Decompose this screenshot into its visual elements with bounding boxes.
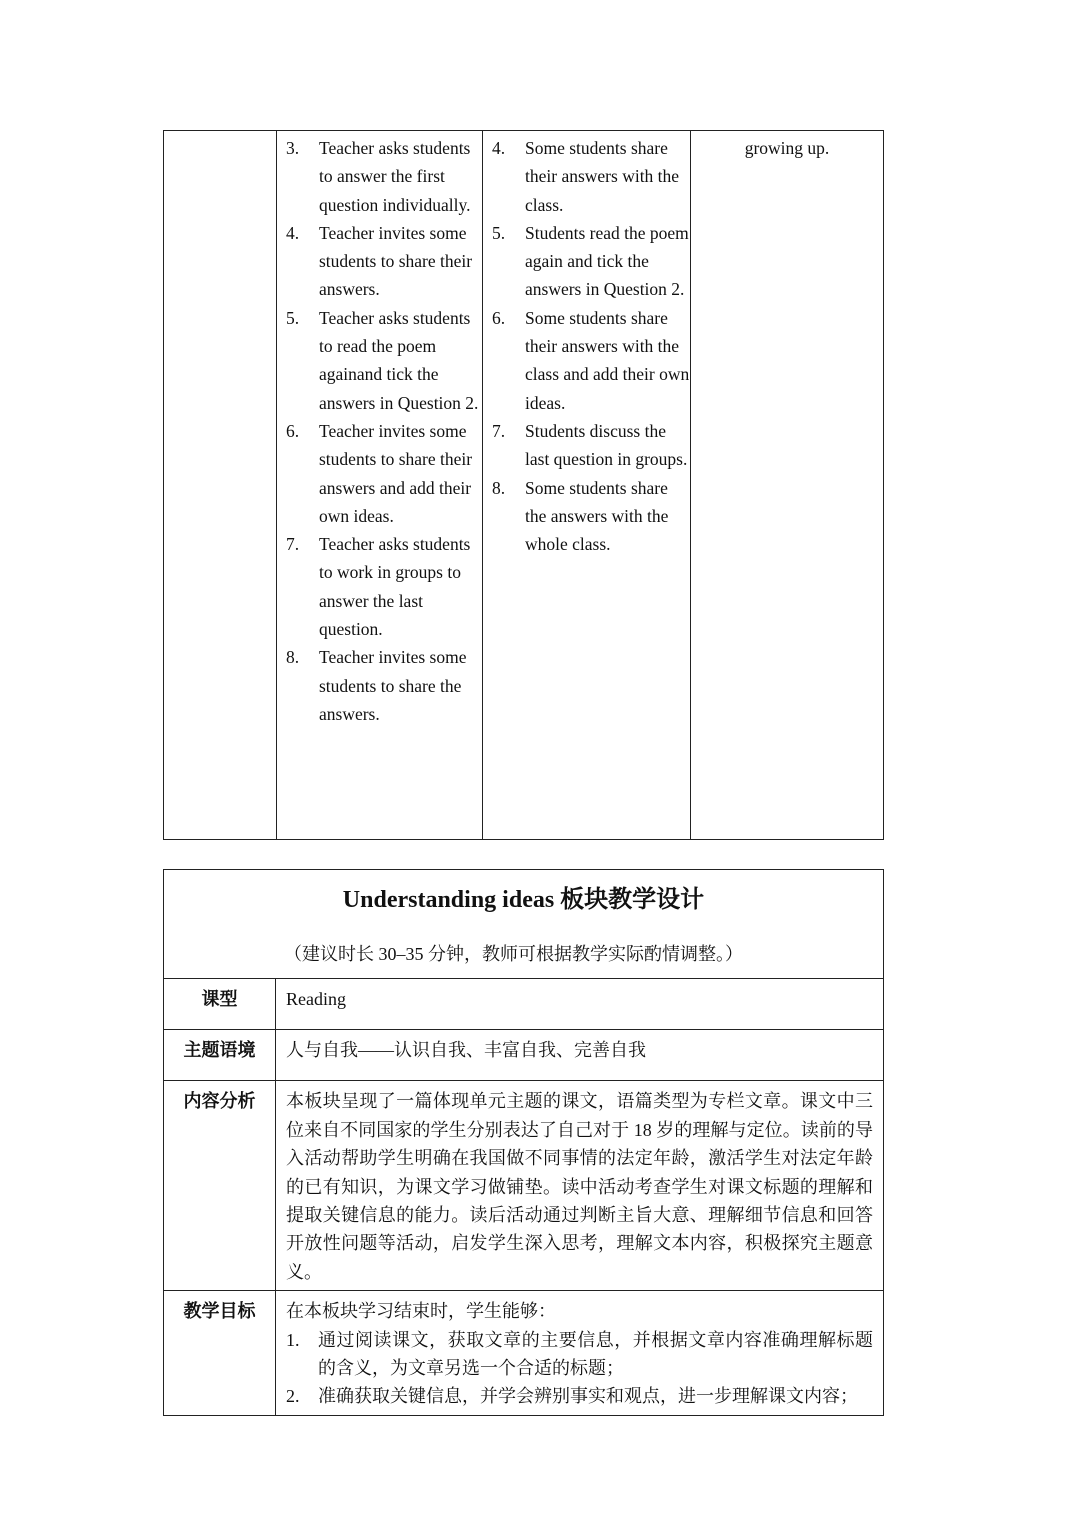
row-value-theme: 人与自我——认识自我、丰富自我、完善自我 bbox=[276, 1030, 884, 1081]
purpose-cell bbox=[691, 131, 884, 840]
student-activities-cell bbox=[483, 131, 691, 840]
list-item: 8. Teacher invites some students to share the answers. bbox=[286, 647, 467, 724]
row-label-analysis: 内容分析 bbox=[164, 1081, 276, 1291]
page-subtitle: （建议时长 30–35 分钟，教师可根据教学实际酌情调整。） bbox=[284, 944, 743, 964]
teacher-steps-list bbox=[277, 134, 482, 728]
table-row bbox=[164, 1291, 884, 1416]
list-item: 4. Teacher invites some students to share their answers. bbox=[286, 222, 473, 300]
row-label-theme: 主题语境 bbox=[164, 1030, 276, 1081]
goals-list bbox=[286, 1326, 873, 1411]
lesson-steps-table bbox=[163, 130, 884, 840]
title-cell bbox=[164, 870, 884, 979]
row-label-goals: 教学目标 bbox=[164, 1291, 276, 1416]
row-label-type: 课型 bbox=[164, 979, 276, 1030]
list-item: 4. Some students share their answers with the class. bbox=[492, 138, 680, 215]
purpose-text: growing up. bbox=[744, 138, 830, 158]
page-title: Understanding ideas 板块教学设计 bbox=[342, 887, 705, 913]
row-value-analysis: 本板块呈现了一篇体现单元主题的课文，语篇类型为专栏文章。课文中三位来自不同国家的学生分别表达了自己对于 18 岁的理解与定位。读前的导入活动帮助学生明确在我国做不同事情的法定年龄，激活学生对法定年龄的已有知识，为课文学习做铺垫。读中活动考查学生对课文标题的理解和提取关键信息的能力。读后活动通过判断主旨大意、理解细节信息和回答开放性问题等活动，启发学生深入思考，理解文本内容，积极探究主题意义。 bbox=[276, 1081, 884, 1291]
list-item: 7. Teacher asks students to work in groups to answer the last question. bbox=[286, 534, 471, 640]
row-value-goals bbox=[276, 1291, 884, 1416]
list-item: 6. Teacher invites some students to share their answers and add their own ideas. bbox=[286, 420, 473, 526]
list-item: 7. Students discuss the last question in groups. bbox=[492, 420, 688, 470]
list-item: 8. Some students share the answers with the whole class. bbox=[492, 477, 669, 555]
list-item: 5. Teacher asks students to read the poem againand tick the answers in Question 2. bbox=[286, 307, 479, 413]
goals-intro: 在本板块学习结束时，学生能够： bbox=[286, 1301, 556, 1322]
table-row bbox=[164, 131, 884, 840]
list-item: 5. Students read the poem again and tick the answers in Question 2. bbox=[492, 222, 689, 300]
list-item: 1. 通过阅读课文，获取文章的主要信息，并根据文章内容准确理解标题的含义，为文章另选一个合适的标题； bbox=[286, 1329, 873, 1379]
table-row bbox=[164, 1081, 884, 1291]
lesson-design-table bbox=[163, 869, 884, 1416]
list-item: 3. Teacher asks students to answer the first question individually. bbox=[286, 138, 471, 215]
step-label-cell bbox=[164, 131, 277, 840]
list-item: 6. Some students share their answers with the class and add their own ideas. bbox=[492, 307, 690, 413]
table-row bbox=[164, 1030, 884, 1081]
table-row bbox=[164, 870, 884, 979]
table-row bbox=[164, 979, 884, 1030]
student-steps-list bbox=[483, 134, 690, 558]
row-value-type: Reading bbox=[276, 979, 884, 1030]
list-item: 2. 准确获取关键信息，并学会辨别事实和观点，进一步理解课文内容； bbox=[286, 1386, 858, 1407]
teacher-activities-cell bbox=[277, 131, 483, 840]
